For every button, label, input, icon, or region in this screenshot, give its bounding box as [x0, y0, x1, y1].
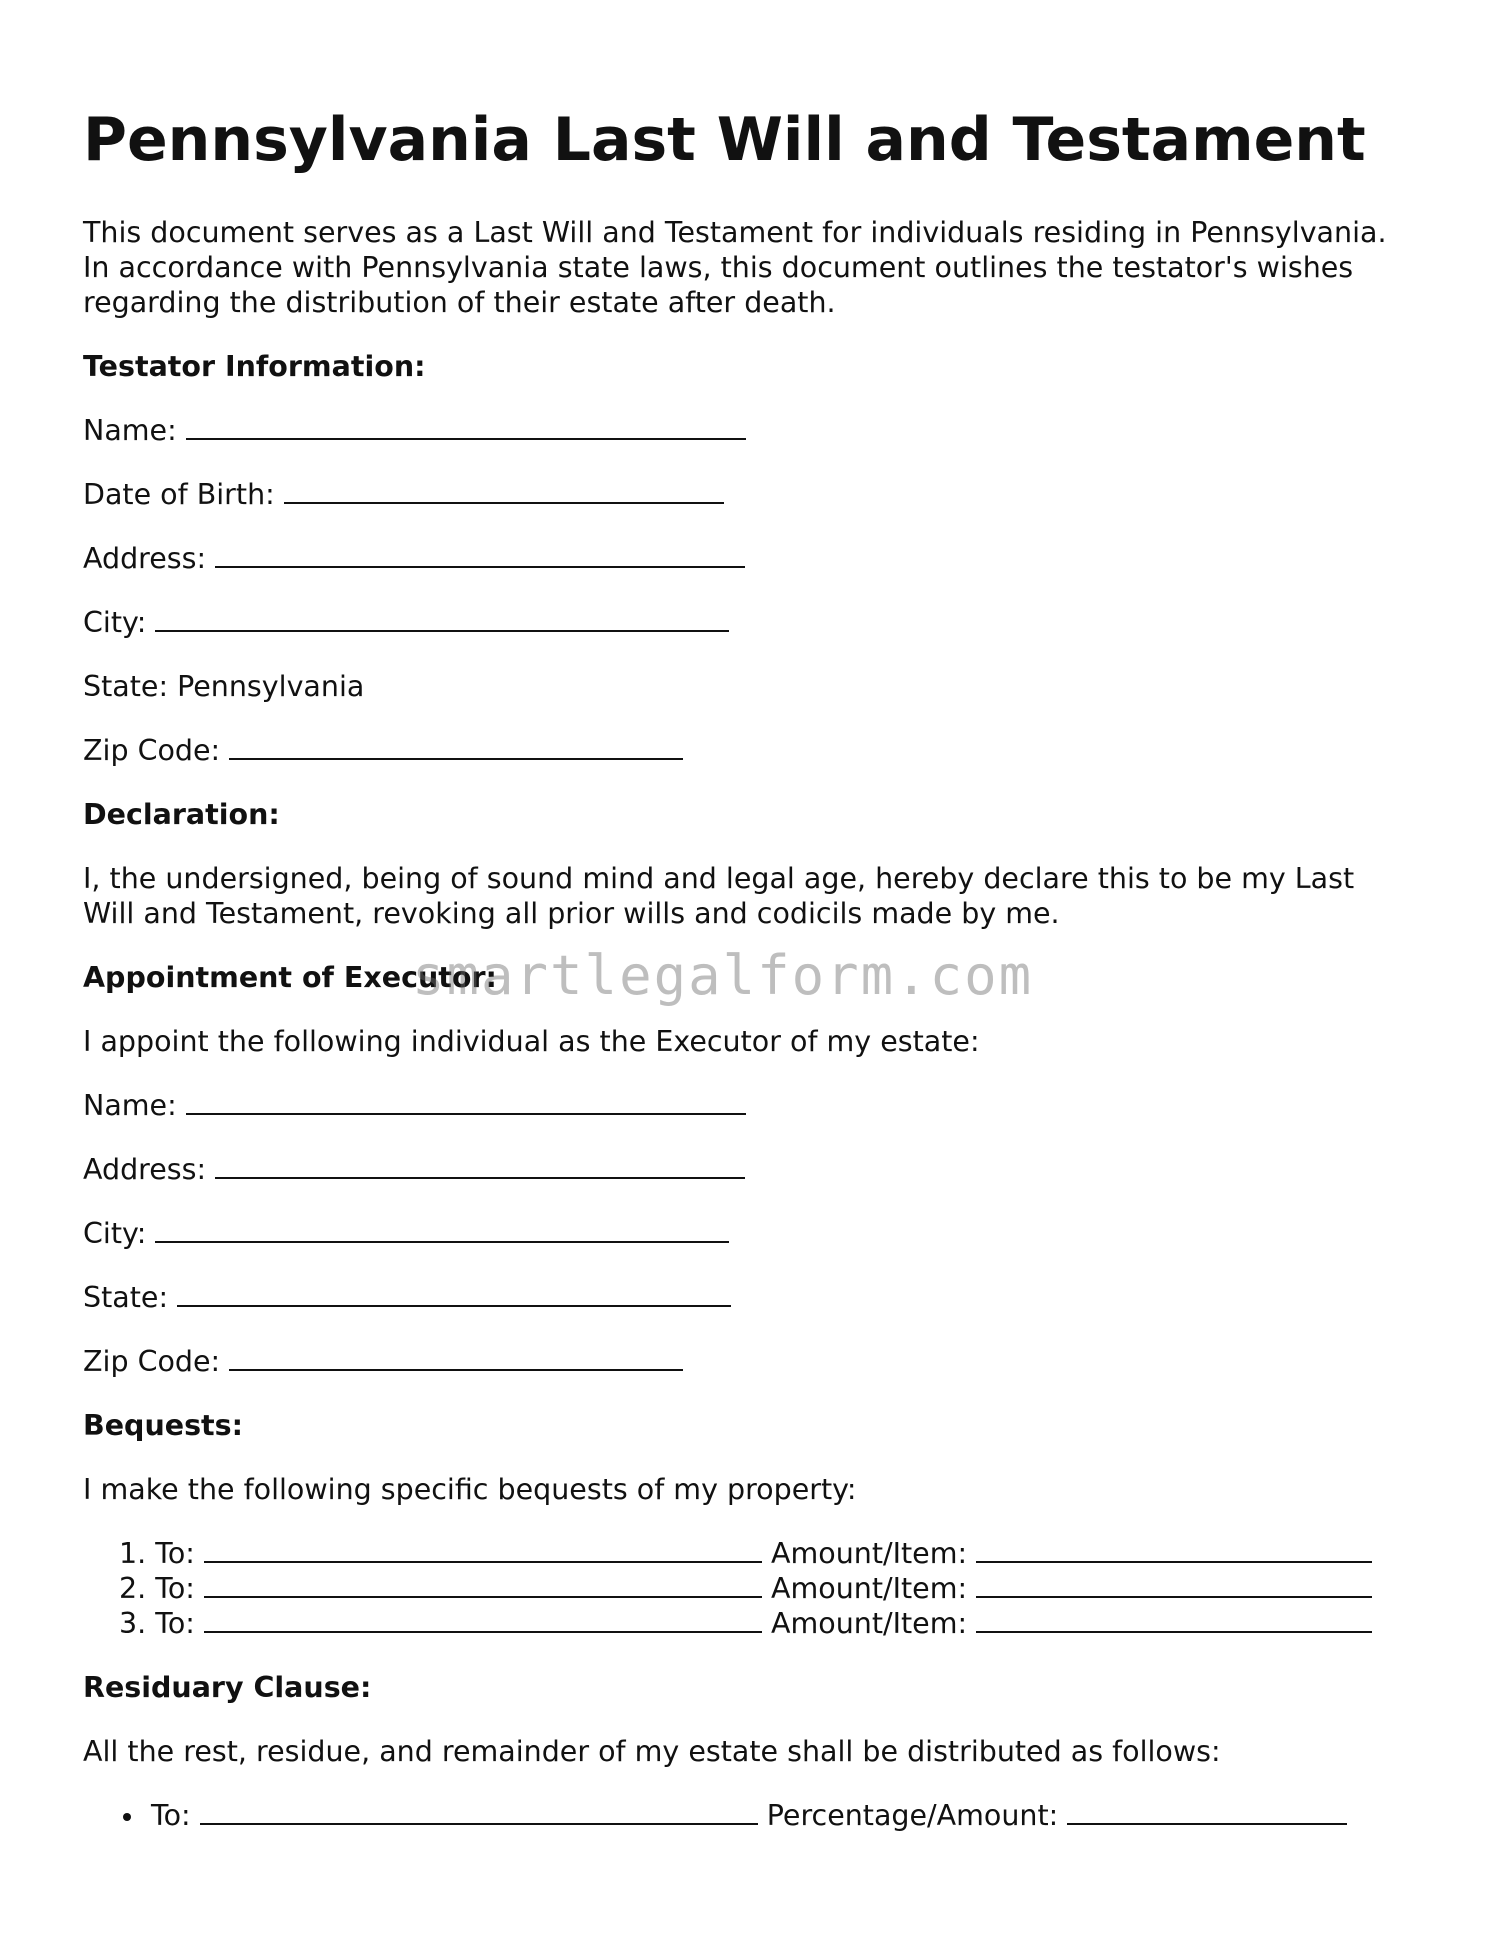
bequest-item: [119, 1572, 1372, 1606]
bequest-to-field[interactable]: [204, 1607, 762, 1633]
testator-name-row: [83, 414, 746, 448]
executor-zip-label: Zip Code:: [83, 1345, 221, 1378]
testator-heading: Testator Information:: [83, 350, 426, 383]
testator-address-label: Address:: [83, 542, 207, 575]
testator-city-label: City:: [83, 606, 147, 639]
bequest-to-field[interactable]: [204, 1537, 762, 1563]
bequest-amount-label: Amount/Item:: [771, 1537, 968, 1570]
bequest-number: 1.: [119, 1537, 147, 1570]
executor-zip-field[interactable]: [229, 1345, 683, 1371]
watermark: smartlegalform.com: [412, 944, 1034, 1007]
declaration-line-2: Will and Testament, revoking all prior wills and codicils made by me.: [83, 897, 1060, 930]
testator-dob-label: Date of Birth:: [83, 478, 275, 511]
testator-zip-field[interactable]: [229, 734, 683, 760]
executor-address-field[interactable]: [215, 1153, 745, 1179]
bequest-number: 3.: [119, 1607, 147, 1640]
residuary-heading: Residuary Clause:: [83, 1671, 372, 1704]
testator-zip-row: [83, 734, 683, 768]
residuary-to-label: To:: [151, 1799, 191, 1832]
executor-name-row: [83, 1089, 746, 1123]
residuary-item: [123, 1799, 1347, 1833]
executor-name-field[interactable]: [186, 1089, 746, 1115]
testator-name-label: Name:: [83, 414, 177, 447]
declaration-heading: Declaration:: [83, 798, 280, 831]
testator-address-row: [83, 542, 745, 576]
executor-city-label: City:: [83, 1217, 147, 1250]
testator-address-field[interactable]: [215, 542, 745, 568]
testator-city-row: [83, 606, 729, 640]
intro-line-3: regarding the distribution of their estate after death.: [83, 286, 836, 319]
intro-line-1: This document serves as a Last Will and Testament for individuals residing in Pennsylvania.: [83, 216, 1387, 249]
bequest-amount-label: Amount/Item:: [771, 1572, 968, 1605]
testator-city-field[interactable]: [155, 606, 729, 632]
executor-intro: I appoint the following individual as the Executor of my estate:: [83, 1025, 980, 1058]
executor-address-label: Address:: [83, 1153, 207, 1186]
testator-state-row: State: Pennsylvania: [83, 670, 365, 703]
bequests-intro: I make the following specific bequests of my property:: [83, 1473, 857, 1506]
testator-zip-label: Zip Code:: [83, 734, 221, 767]
document-title: Pennsylvania Last Will and Testament: [83, 105, 1366, 175]
executor-state-row: [83, 1281, 731, 1315]
executor-state-field[interactable]: [177, 1281, 731, 1307]
declaration-line-1: I, the undersigned, being of sound mind and legal age, hereby declare this to be my Last: [83, 862, 1355, 895]
bequest-amount-field[interactable]: [976, 1607, 1372, 1633]
executor-city-row: [83, 1217, 729, 1251]
bequest-amount-label: Amount/Item:: [771, 1607, 968, 1640]
executor-heading: Appointment of Executor:: [83, 961, 497, 994]
bequest-to-label: To:: [155, 1572, 195, 1605]
executor-zip-row: [83, 1345, 683, 1379]
bequest-to-field[interactable]: [204, 1572, 762, 1598]
executor-address-row: [83, 1153, 745, 1187]
testator-dob-row: [83, 478, 724, 512]
testator-dob-field[interactable]: [284, 478, 724, 504]
bequest-amount-field[interactable]: [976, 1537, 1372, 1563]
executor-name-label: Name:: [83, 1089, 177, 1122]
bequests-heading: Bequests:: [83, 1409, 244, 1442]
residuary-to-field[interactable]: [200, 1799, 758, 1825]
bequest-to-label: To:: [155, 1607, 195, 1640]
residuary-percentage-field[interactable]: [1067, 1799, 1347, 1825]
residuary-percentage-label: Percentage/Amount:: [766, 1799, 1059, 1832]
testator-name-field[interactable]: [186, 414, 746, 440]
bequest-item: [119, 1607, 1372, 1641]
executor-state-label: State:: [83, 1281, 169, 1314]
executor-city-field[interactable]: [155, 1217, 729, 1243]
bequest-to-label: To:: [155, 1537, 195, 1570]
bullet-icon: [123, 1813, 131, 1821]
bequest-number: 2.: [119, 1572, 147, 1605]
bequest-item: [119, 1537, 1372, 1571]
residuary-intro: All the rest, residue, and remainder of my estate shall be distributed as follows:: [83, 1735, 1221, 1768]
intro-line-2: In accordance with Pennsylvania state laws, this document outlines the testator's wishes: [83, 251, 1354, 284]
bequest-amount-field[interactable]: [976, 1572, 1372, 1598]
